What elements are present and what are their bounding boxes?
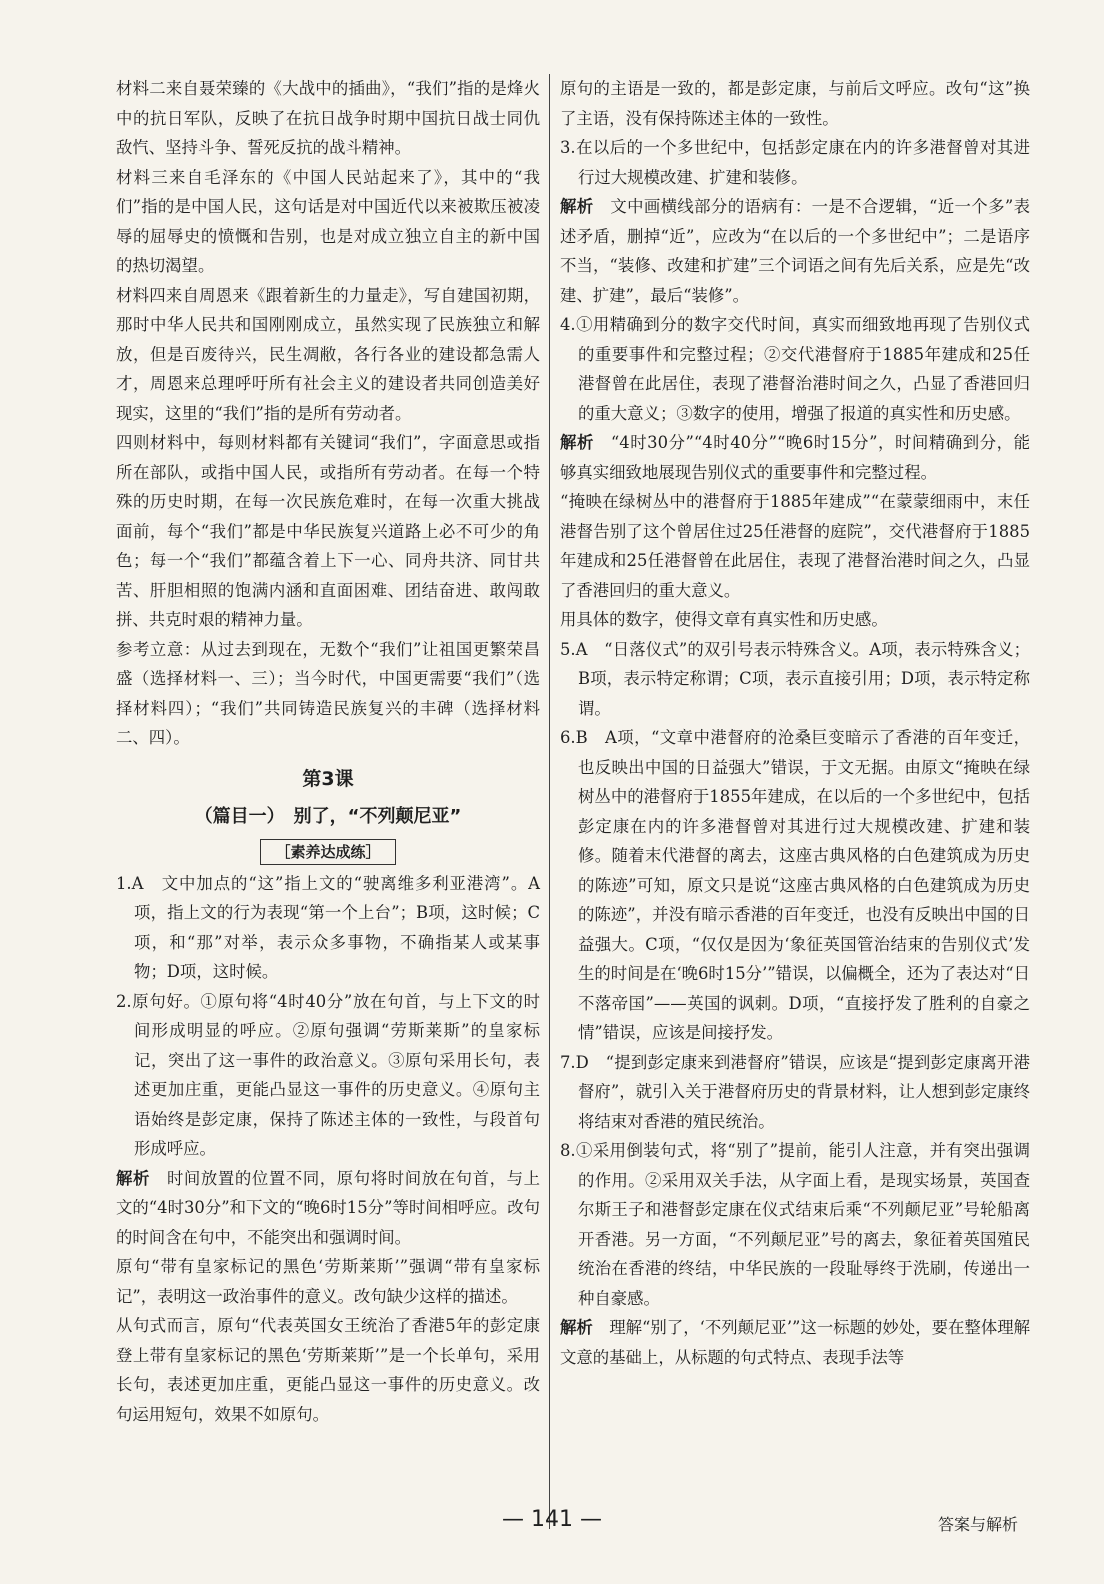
analysis-2-text: 时间放置的位置不同，原句将时间放在句首，与上文的“4时30分”和下文的“晚6时15分”等时间相呼应。改句的时间含在句中，不能突出和强调时间。	[116, 1168, 540, 1247]
page-number: — 141 —	[502, 1507, 602, 1532]
right-column	[560, 74, 1030, 1372]
paragraph-material-4: 材料四来自周恩来《跟着新生的力量走》，写自建国初期，那时中华人民共和国刚刚成立，虽然实现了民族独立和解放，但是百废待兴，民生凋敝，各行各业的建设都急需人才，周恩来总理呼吁所有社会主义的建设者共同创造美好现实，这里的“我们”指的是所有劳动者。	[116, 285, 540, 423]
analysis-label: 解析	[560, 197, 594, 216]
left-column	[116, 74, 540, 1429]
answer-4: 4.①用精确到分的数字交代时间，真实而细致地再现了告别仪式的重要事件和完整过程；②交代港督府于1885年建成和25任港督曾在此居住，表现了港督治港时间之久，凸显了香港回归的重大意义；③数字的使用，增强了报道的真实性和历史感。	[560, 315, 1030, 423]
paragraph-material-2: 材料二来自聂荣臻的《大战中的插曲》，“我们”指的是烽火中的抗日军队，反映了在抗日战争时期中国抗日战士同仇敌忾、坚持斗争、誓死反抗的战斗精神。	[116, 79, 540, 157]
exercise-badge: ［素养达成练］	[260, 839, 395, 865]
analysis-4-part-2: “掩映在绿树丛中的港督府于1885年建成”“在蒙蒙细雨中，末任港督告别了这个曾居住过25任港督的庭院”，交代港督府于1885年建成和25任港督曾在此居住，表现了港督治港时间之久，凸显了香港回归的重大意义。	[560, 492, 1030, 600]
analysis-4-part-3: 用具体的数字，使得文章有真实性和历史感。	[560, 610, 888, 629]
exercise-badge-wrap	[116, 839, 540, 865]
analysis-label: 解析	[560, 433, 594, 452]
footer-section-label: 答案与解析	[937, 1515, 1018, 1534]
answer-2: 2.原句好。①原句将“4时40分”放在句首，与上下文的时间形成明显的呼应。②原句强调“劳斯莱斯”的皇家标记，突出了这一事件的政治意义。③原句采用长句，表述更加庄重，更能凸显这一事件的历史意义。④原句主语始终是彭定康，保持了陈述主体的一致性，与段首句形成呼应。	[116, 991, 540, 1158]
answer-7: 7.D “提到彭定康来到港督府”错误，应该是“提到彭定康离开港督府”，就引入关于港督府历史的背景材料，让人想到彭定康终将结束对香港的殖民统治。	[560, 1052, 1030, 1131]
lesson-title: 第3课	[302, 767, 354, 790]
paragraph-material-3: 材料三来自毛泽东的《中国人民站起来了》，其中的“我们”指的是中国人民，这句话是对中国近代以来被欺压被凌辱的屈辱史的愤慨和告别，也是对成立独立自主的新中国的热切渴望。	[116, 167, 540, 275]
analysis-3	[560, 192, 1030, 310]
paragraph-summary: 四则材料中，每则材料都有关键词“我们”，字面意思或指所在部队，或指中国人民，或指所有劳动者。在每一个特殊的历史时期，在每一次民族危难时，在每一次重大挑战面前，每个“我们”都是中华民族复兴道路上必不可少的角色；每一个“我们”都蕴含着上下一心、同舟共济、同甘共苦、肝胆相照的饱满内涵和直面困难、团结奋进、敢闯敢拼、共克时艰的精神力量。	[116, 433, 540, 629]
analysis-3-text: 文中画横线部分的语病有：一是不合逻辑，“近一个多”表述矛盾，删掉“近”，应改为“在以后的一个多世纪中”；二是语序不当，“装修、改建和扩建”三个词语之间有先后关系，应是先“改建、扩建”，最后“装修”。	[560, 197, 1030, 305]
analysis-2-part-3: 从句式而言，原句“代表英国女王统治了香港5年的彭定康登上带有皇家标记的黑色‘劳斯莱斯’”是一个长单句，采用长句，表述更加庄重，更能凸显这一事件的历史意义。改句运用短句，效果不如原句。	[116, 1316, 540, 1424]
analysis-8-text: 理解“别了，‘不列颠尼亚’”这一标题的妙处，要在整体理解文意的基础上，从标题的句式特点、表现手法等	[560, 1318, 1031, 1367]
answer-1: 1.A 文中加点的“这”指上文的“驶离维多利亚港湾”。A项，指上文的行为表现“第一个上台”；B项，这时候；C项，和“那”对举，表示众多事物，不确指某人或某事物；D项，这时候。	[116, 873, 540, 981]
answer-8: 8.①采用倒装句式，将“别了”提前，能引人注意，并有突出强调的作用。②采用双关手法，从字面上看，是现实场景，英国查尔斯王子和港督彭定康在仪式结束后乘“不列颠尼亚”号轮船离开香港。另一方面，“不列颠尼亚”号的离去，象征着英国殖民统治在香港的终结，中华民族的一段耻辱终于洗刷，传递出一种自豪感。	[560, 1141, 1030, 1308]
analysis-8	[560, 1313, 1030, 1372]
analysis-label: 解析	[116, 1168, 150, 1188]
analysis-2-continued: 原句的主语是一致的，都是彭定康，与前后文呼应。改句“这”换了主语，没有保持陈述主体的一致性。	[560, 79, 1030, 128]
analysis-4	[560, 428, 1030, 487]
answer-5: 5.A “日落仪式”的双引号表示特殊含义。A项，表示特殊含义；B项，表示特定称谓；C项，表示直接引用；D项，表示特定称谓。	[560, 639, 1030, 718]
analysis-2-part-2: 原句“带有皇家标记的黑色‘劳斯莱斯’”强调“带有皇家标记”，表明这一政治事件的意义。改句缺少这样的描述。	[116, 1257, 540, 1306]
column-divider	[549, 74, 550, 1529]
paragraph-reference-idea: 参考立意：从过去到现在，无数个“我们”让祖国更繁荣昌盛（选择材料一、三）；当今时代，中国更需要“我们”（选择材料四）；“我们”共同铸造民族复兴的丰碑（选择材料二、四）。	[116, 639, 540, 747]
answer-6: 6.B A项，“文章中港督府的沧桑巨变暗示了香港的百年变迁，也反映出中国的日益强大”错误，于文无据。由原文“掩映在绿树丛中的港督府于1855年建成，在以后的一个多世纪中，包括彭定康在内的许多港督曾对其进行过大规模改建、扩建和装修。随着末代港督的离去，这座古典风格的白色建筑成为历史的陈迹”可知，原文只是说“这座古典风格的白色建筑成为历史的陈迹”，并没有暗示香港的百年变迁，也没有反映出中国的日益强大。C项，“仅仅是因为‘象征英国管治结束的告别仪式’发生的时间是在‘晚6时15分’”错误，以偏概全，还为了表达对“日不落帝国”——英国的讽刺。D项，“直接抒发了胜利的自豪之情”错误，应该是间接抒发。	[560, 728, 1030, 1042]
analysis-label: 解析	[560, 1318, 593, 1337]
analysis-4-text: “4时30分”“4时40分”“晚6时15分”，时间精确到分，能够真实细致地展现告别仪式的重要事件和完整过程。	[560, 433, 1031, 482]
article-subtitle: （篇目一） 别了，“不列颠尼亚”	[194, 805, 462, 827]
analysis-2	[116, 1164, 540, 1253]
answer-3: 3.在以后的一个多世纪中，包括彭定康在内的许多港督曾对其进行过大规模改建、扩建和装修。	[560, 138, 1030, 187]
